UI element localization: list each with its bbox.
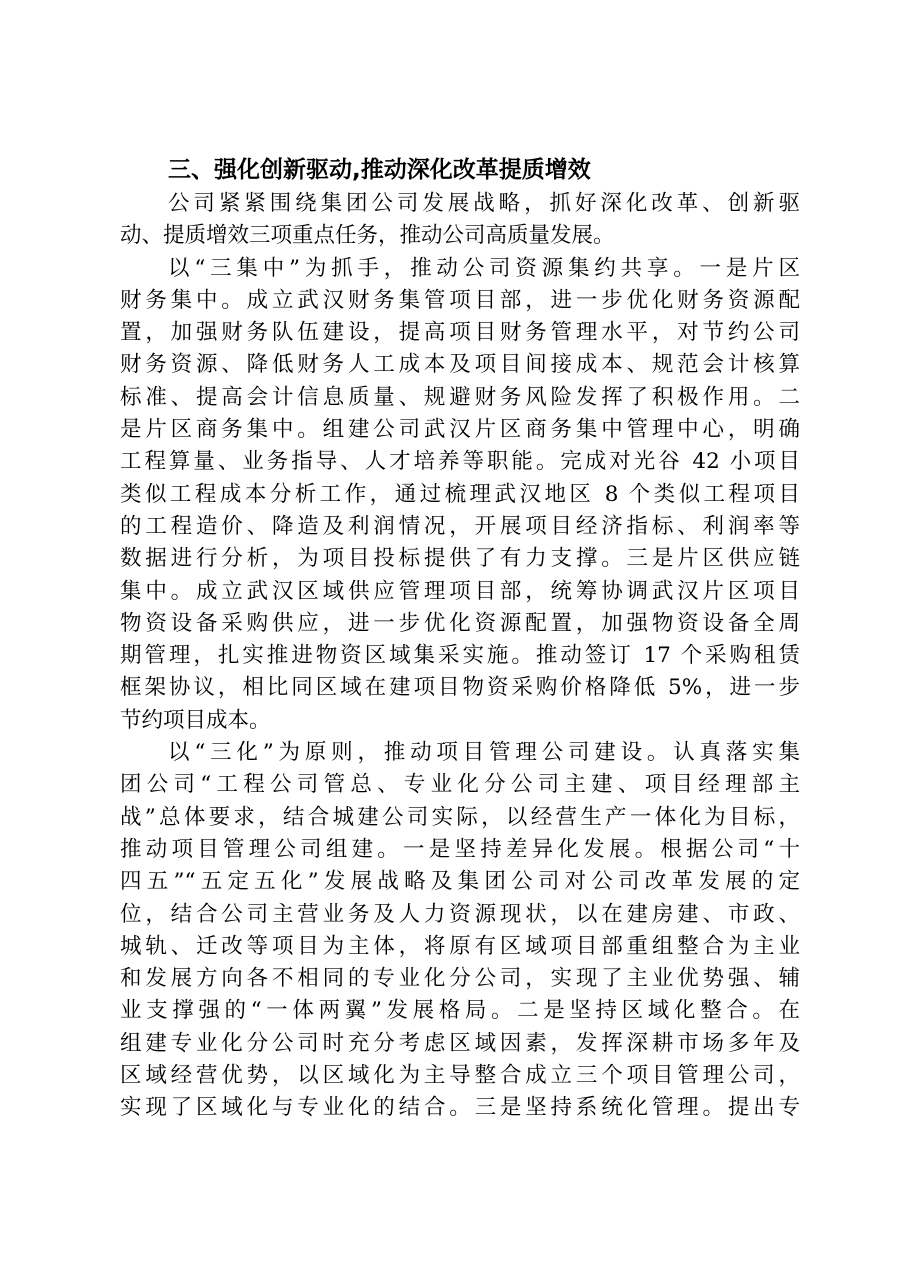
text-line: 框架协议，相比同区域在建项目物资采购价格降低 5%，进一步	[120, 675, 800, 701]
text-line: 标准、提高会计信息质量、规避财务风险发挥了积极作用。二	[120, 384, 800, 410]
text-line: 实现了区域化与专业化的结合。三是坚持系统化管理。提出专	[120, 1095, 800, 1121]
paragraph-intro	[120, 188, 800, 253]
document-body	[120, 152, 800, 1125]
text-line: 工程算量、业务指导、人才培养等职能。完成对光谷 42 小项目	[120, 449, 800, 475]
text-line: 团公司“工程公司管总、专业化分公司主建、项目经理部主	[120, 772, 800, 798]
paragraph-three-modernizations	[120, 737, 800, 1125]
text-line: 公司紧紧围绕集团公司发展战略，抓好深化改革、创新驱	[168, 191, 800, 216]
text-line: 置，加强财务队伍建设，提高项目财务管理水平，对节约公司	[120, 320, 800, 346]
text-line: 集中。成立武汉区域供应管理项目部，统筹协调武汉片区项目	[120, 578, 800, 604]
text-line: 动、提质增效三项重点任务，推动公司高质量发展。	[120, 223, 615, 249]
text-line: 类似工程成本分析工作，通过梳理武汉地区 8 个类似工程项目	[120, 481, 800, 507]
text-line: 区域经营优势，以区域化为主导整合成立三个项目管理公司，	[120, 1063, 800, 1089]
text-line: 城轨、迁改等项目为主体，将原有区域项目部重组整合为主业	[120, 933, 800, 959]
text-line: 四五”“五定五化”发展战略及集团公司对公司改革发展的定	[120, 869, 800, 895]
text-line: 物资设备采购供应，进一步优化资源配置，加强物资设备全周	[120, 610, 800, 636]
text-line: 财务集中。成立武汉财务集管项目部，进一步优化财务资源配	[120, 287, 800, 313]
text-line: 战”总体要求，结合城建公司实际，以经营生产一体化为目标，	[120, 804, 800, 830]
text-line: 位，结合公司主营业务及人力资源现状，以在建房建、市政、	[120, 901, 800, 927]
text-line: 是片区商务集中。组建公司武汉片区商务集中管理中心，明确	[120, 417, 800, 443]
text-line: 财务资源、降低财务人工成本及项目间接成本、规范会计核算	[120, 352, 800, 378]
text-line: 业支撑强的“一体两翼”发展格局。二是坚持区域化整合。在	[120, 998, 800, 1024]
text-line: 期管理，扎实推进物资区域集采实施。推动签订 17 个采购租赁	[120, 643, 800, 669]
text-line: 以“三集中”为抓手，推动公司资源集约共享。一是片区	[168, 255, 800, 281]
text-line: 的工程造价、降造及利润情况，开展项目经济指标、利润率等	[120, 513, 800, 539]
text-line: 推动项目管理公司组建。一是坚持差异化发展。根据公司“十	[120, 836, 800, 862]
text-line: 数据进行分析，为项目投标提供了有力支撑。三是片区供应链	[120, 546, 800, 572]
section-heading: 三、强化创新驱动,推动深化改革提质增效	[168, 157, 591, 183]
text-line: 和发展方向各不相同的专业化分公司，实现了主业优势强、辅	[120, 966, 800, 992]
text-line: 以“三化”为原则，推动项目管理公司建设。认真落实集	[168, 740, 800, 766]
paragraph-three-concentrations	[120, 253, 800, 737]
text-line: 组建专业化分公司时充分考虑区域因素，发挥深耕市场多年及	[120, 1030, 800, 1056]
text-line: 节约项目成本。	[120, 707, 271, 733]
